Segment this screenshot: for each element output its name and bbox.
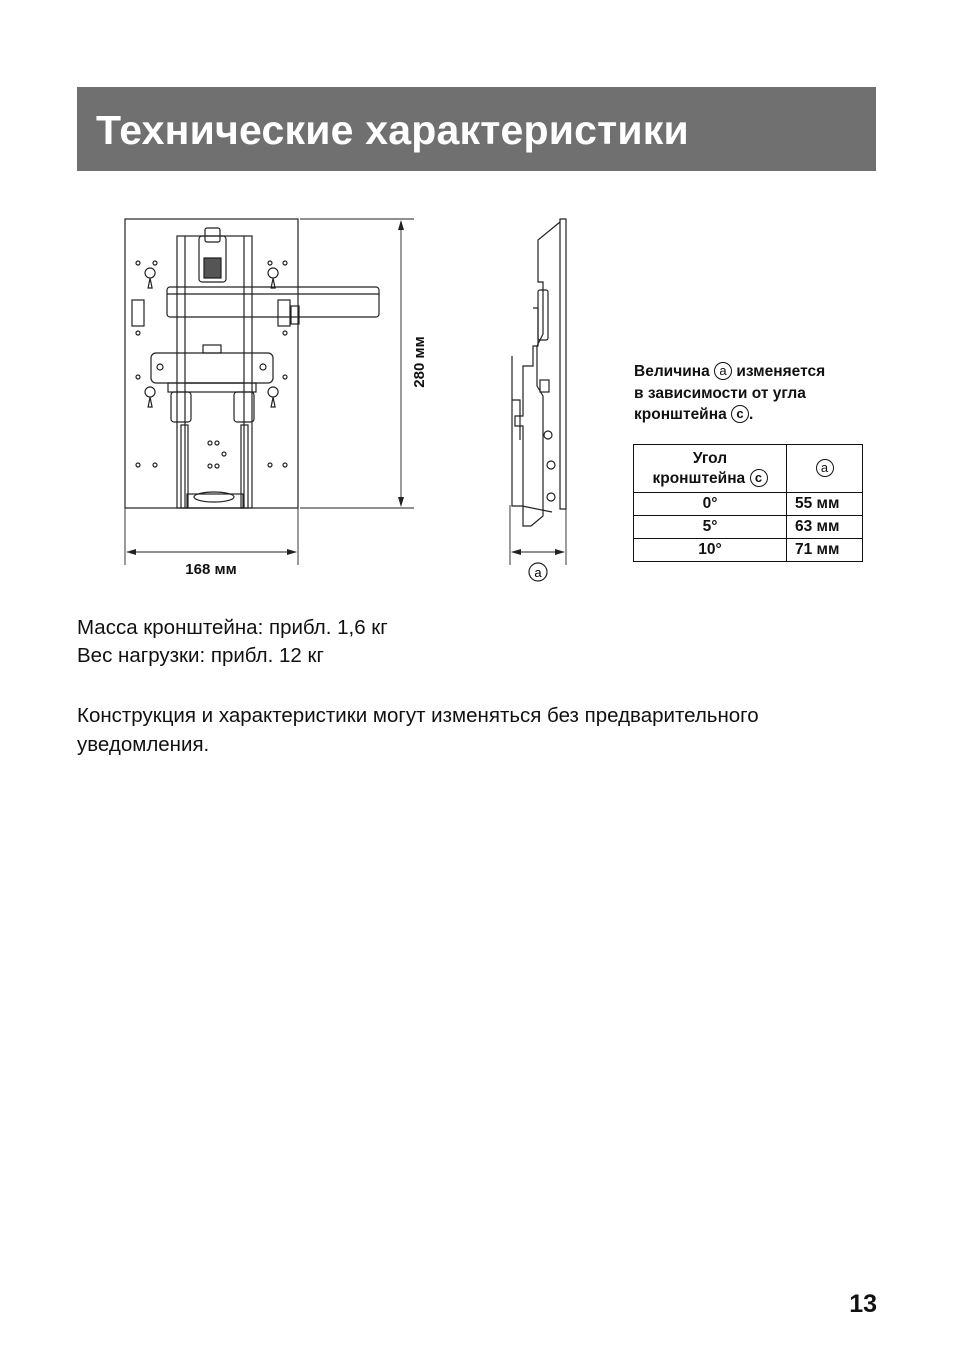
side-profile — [560, 219, 566, 509]
note-text: . — [749, 406, 754, 423]
marker-a: a — [714, 362, 732, 380]
marker-c: c — [750, 469, 768, 487]
side-marker-label: a — [534, 565, 542, 580]
note-text: изменяется — [736, 363, 826, 380]
angle-cell: 10° — [634, 539, 787, 562]
height-label: 280 мм — [411, 336, 428, 388]
note-text: в зависимости от угла — [634, 384, 806, 402]
table-row — [634, 539, 863, 562]
table-row — [634, 493, 863, 516]
angle-cell: 5° — [634, 516, 787, 539]
table-header-row — [634, 445, 863, 493]
note-text: Величина — [634, 363, 710, 380]
spec-disclaimer-line2: уведомления. — [77, 733, 210, 756]
angle-cell: 0° — [634, 493, 787, 516]
spec-mass: Масса кронштейна: прибл. 1,6 кг — [77, 616, 388, 639]
page-number: 13 — [849, 1290, 877, 1318]
marker-a: a — [816, 459, 834, 477]
spec-load: Вес нагрузки: прибл. 12 кг — [77, 644, 324, 667]
spec-disclaimer-line1: Конструкция и характеристики могут изменяться без предварительного — [77, 704, 759, 727]
page-title: Технические характеристики — [96, 107, 689, 153]
angle-note — [634, 361, 874, 426]
note-text: кронштейна — [634, 406, 727, 423]
table-row — [634, 516, 863, 539]
angle-header: Угол кронштейна c — [634, 445, 787, 493]
handle-bar — [167, 287, 379, 317]
mid-plate — [151, 353, 273, 383]
distance-header — [787, 445, 863, 493]
marker-c: c — [731, 405, 749, 423]
distance-cell: 63 мм — [787, 516, 863, 539]
width-label: 168 мм — [185, 561, 237, 578]
angle-table — [633, 444, 863, 562]
distance-cell: 55 мм — [787, 493, 863, 516]
distance-cell: 71 мм — [787, 539, 863, 562]
